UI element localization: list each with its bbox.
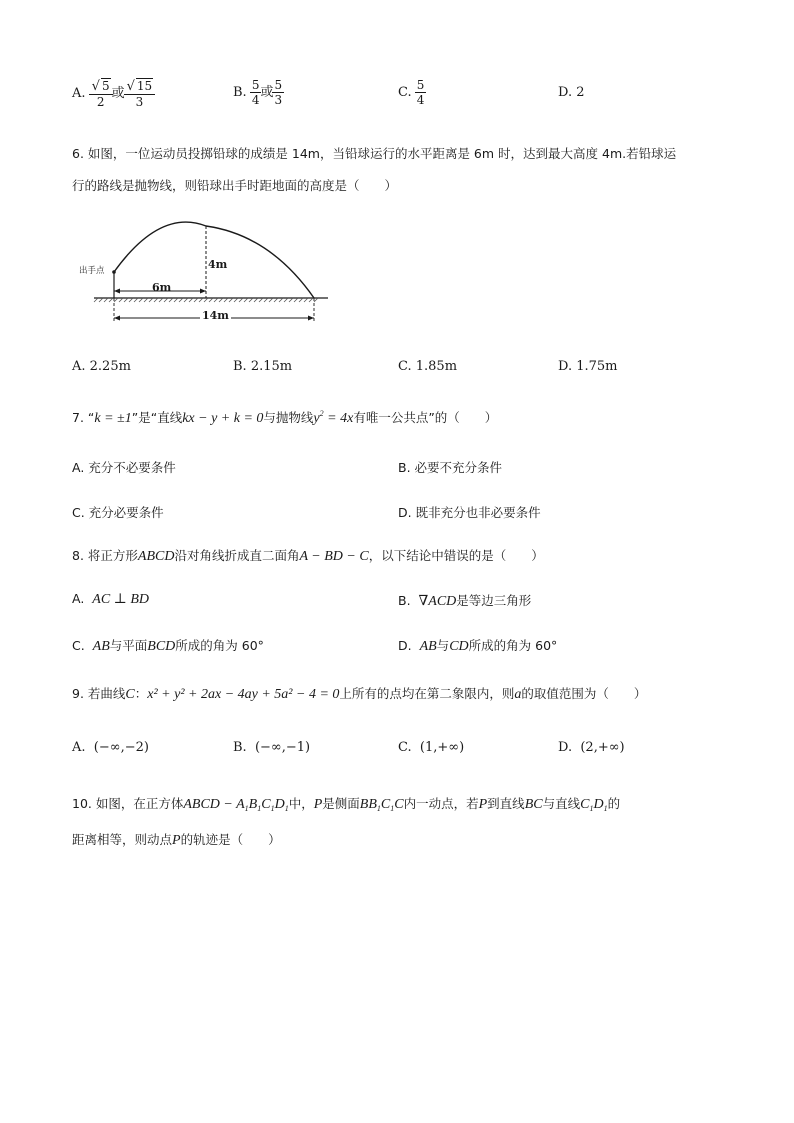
q7-option-b: B. 必要不充分条件 <box>398 460 503 475</box>
fraction: $\frac{√ 15}{3}$ <box>125 78 155 109</box>
ground-hatching <box>94 298 318 302</box>
q6-option-a: A. 2.25m <box>72 359 131 374</box>
q5-option-d: D. 2 <box>558 85 585 100</box>
q9-option-a: A. (−∞,−2) <box>72 740 149 755</box>
q9-stem: 9. 若曲线C：x² + y² + 2ax − 4ay + 5a² − 4 = 0上所有的点均在第二象限内，则a的取值范围为（ ） <box>72 686 647 702</box>
q10-stem-line2: 距离相等，则动点P的轨迹是（ ） <box>72 832 281 848</box>
q5-option-a: A. $\frac{√ 5}{2}$ 或 $\frac{√ 15}{3}$ <box>72 78 154 109</box>
q6-option-c: C. 1.85m <box>398 359 458 374</box>
fraction: $\frac{5}{4}$ <box>251 78 260 107</box>
q7-stem: 7. “k = ±1”是“直线kx − y + k = 0与抛物线$y^2 = 4x$有唯一公共点”的（ ） <box>72 409 498 426</box>
q7-option-a: A. 充分不必要条件 <box>72 460 176 475</box>
q5-option-b: B. $\frac{5}{4}$ 或 $\frac{5}{3}$ <box>233 78 283 107</box>
horizontal-distance-label: 6m <box>152 281 172 294</box>
q7-option-d: D. 既非充分也非必要条件 <box>398 505 541 520</box>
height-label: 4m <box>208 258 228 271</box>
q9-option-d: D. (2,+∞) <box>558 740 625 755</box>
q9-option-b: B. (−∞,−1) <box>233 740 311 755</box>
q8-option-a: A. AC ⊥ BD <box>72 591 149 607</box>
release-point-label: 出手点 <box>79 266 105 276</box>
q6-option-d: D. 1.75m <box>558 359 618 374</box>
q6-stem-line1: 6. 如图，一位运动员投掷铅球的成绩是 14m，当铅球运行的水平距离是 6m 时，达到最大高度 4m.若铅球运 <box>72 146 677 161</box>
q8-option-d: D. AB与CD所成的角为 60° <box>398 638 558 654</box>
total-distance-label: 14m <box>202 309 229 322</box>
fraction: $\frac{5}{3}$ <box>274 78 283 107</box>
fraction: $\frac{5}{4}$ <box>416 78 425 107</box>
q8-option-b: B. ∇ACD是等边三角形 <box>398 593 532 609</box>
q6-stem-line2: 行的路线是抛物线，则铅球出手时距地面的高度是（ ） <box>72 178 398 193</box>
q7-option-c: C. 充分必要条件 <box>72 505 164 520</box>
q9-option-c: C. (1,+∞) <box>398 740 465 755</box>
release-point <box>112 270 116 274</box>
q5-option-c: C. $\frac{5}{4}$ <box>398 78 425 107</box>
q8-stem: 8. 将正方形ABCD沿对角线折成直二面角A − BD − C，以下结论中错误的是（ ） <box>72 548 544 564</box>
fraction: $\frac{√ 5}{2}$ <box>90 78 112 109</box>
q8-option-c: C. AB与平面BCD所成的角为 60° <box>72 638 264 654</box>
q10-stem-line1: 10. 如图，在正方体ABCD − $A_1B_1C_1D_1$中，P是侧面$BB_1C_1C$内一动点，若P到直线BC与直线$C_1D_1$的 <box>72 796 621 813</box>
q6-option-b: B. 2.15m <box>233 359 293 374</box>
